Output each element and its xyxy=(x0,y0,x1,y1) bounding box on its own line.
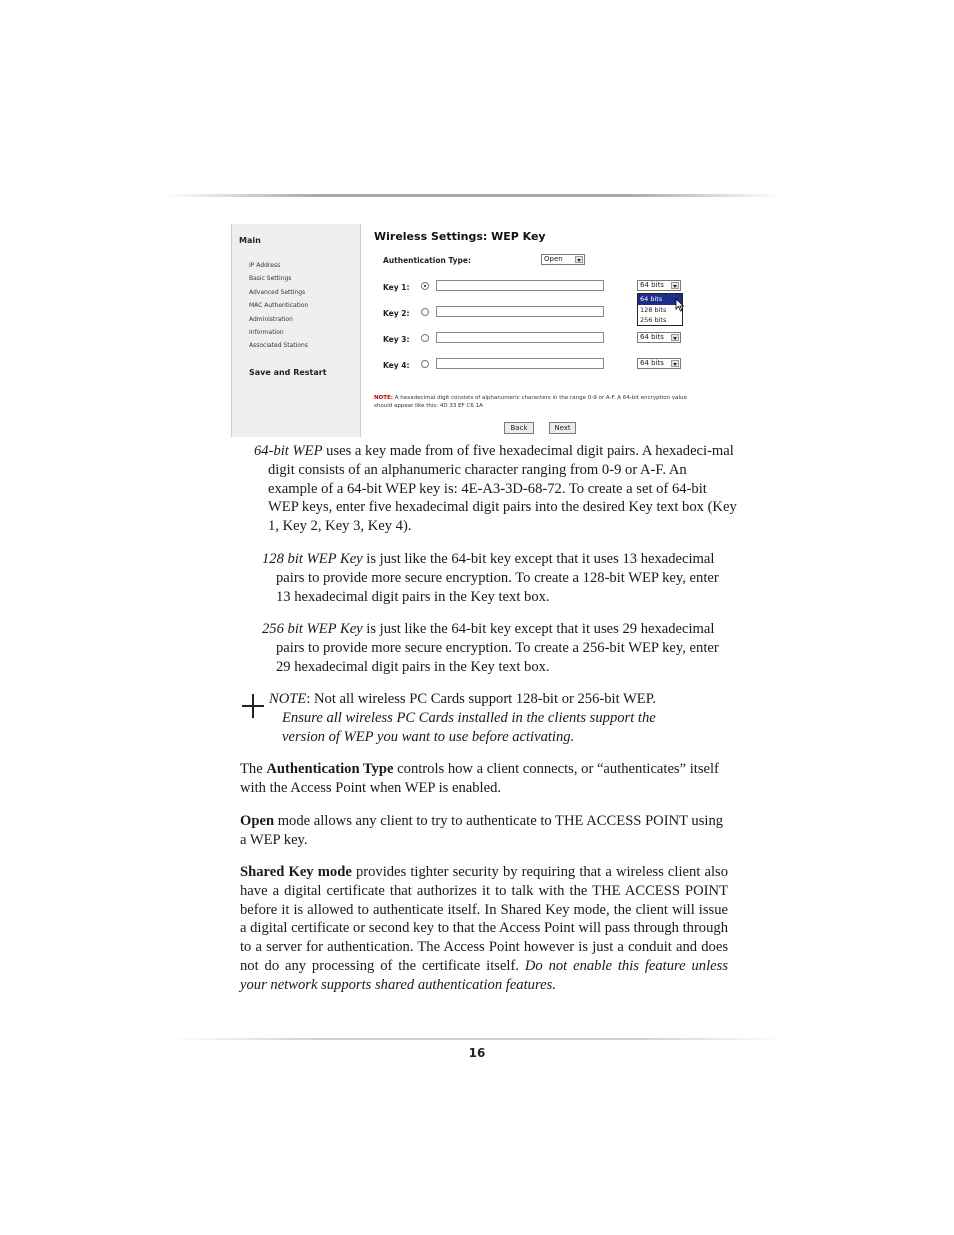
auth-type-select[interactable] xyxy=(541,254,585,265)
auth-body: controls how a client connects, or “authenticates” itself with the Access Point when WEP is enabled. xyxy=(240,761,719,796)
sidebar-links xyxy=(249,259,308,353)
key-1-bits-select[interactable] xyxy=(637,280,681,291)
sidebar-item-save-restart[interactable]: Save and Restart xyxy=(249,368,327,377)
shared-italic: Do not enable this feature unless your network supports shared authentication features. xyxy=(240,957,728,993)
para-256bit xyxy=(262,620,732,676)
sidebar-item-mac-authentication[interactable]: MAC Authentication xyxy=(249,302,309,310)
page-title: Wireless Settings: WEP Key xyxy=(374,230,546,243)
key-3-bits-value: 64 bits xyxy=(640,333,664,341)
shared-body: provides tighter security by requiring that a wireless client also have a digital certificate that authorizes it to talk with the THE ACCESS POINT before it is allowed to authenticate itself. In Shared Key mode, the client will issue a digital certificate or second key to that the Access Point will pass through through to a server for authentication. The Access Point however is just a conduit and does not do any processing of the certificate itself. xyxy=(240,864,729,974)
body-64bit: uses a key made from of five hexadecimal digit pairs. A hexadeci-mal digit consists of an alphanumeric character ranging from 0-9 or A-F. An example of a 64-bit WEP key is: 4E-A3-3D-68-72. To create a set of 64-bit WEP keys, enter five hexadecimal digit pairs into the desired Key text box (Key 1, Key 2, Key 3, Key 4). xyxy=(268,443,737,535)
back-button[interactable]: Back xyxy=(504,422,534,434)
bits-option-128[interactable]: 128 bits xyxy=(640,305,667,314)
shared-term: Shared Key mode xyxy=(240,864,352,880)
wep-settings-screenshot xyxy=(231,224,701,438)
term-64bit: 64-bit WEP xyxy=(254,443,323,459)
note-italic: Ensure all wireless PC Cards installed in the clients support the version of WEP you want to use before activating. xyxy=(282,709,656,745)
key-3-radio[interactable] xyxy=(421,334,429,342)
hex-note xyxy=(374,394,704,410)
chevron-down-icon xyxy=(671,282,679,289)
key-3-bits-select[interactable] xyxy=(637,332,681,343)
page-number: 16 xyxy=(468,1046,486,1060)
key-2-radio[interactable] xyxy=(421,308,429,316)
open-body: mode allows any client to try to authenticate to THE ACCESS POINT using a WEP key. xyxy=(240,813,724,848)
bits-option-256[interactable]: 256 bits xyxy=(640,316,667,324)
auth-term: Authentication Type xyxy=(266,761,394,777)
sidebar-item-basic-settings[interactable]: Basic Settings xyxy=(249,275,292,283)
mouse-pointer-icon xyxy=(675,298,685,312)
body-128bit: is just like the 64-bit key except that it uses 13 hexadecimal pairs to provide more secure encryption. To create a 128-bit WEP key, enter 13 hexadecimal digit pairs in the Key text box. xyxy=(276,551,719,605)
note-term: NOTE xyxy=(269,691,307,707)
top-rule xyxy=(165,194,780,197)
auth-pre: The xyxy=(240,761,267,777)
auth-type-label: Authentication Type: xyxy=(383,256,471,265)
sidebar-item-advanced-settings[interactable]: Advanced Settings xyxy=(249,288,306,296)
wep-form xyxy=(359,224,701,438)
key-4-input[interactable] xyxy=(436,358,604,369)
para-64bit xyxy=(254,442,738,536)
note-text: A hexadecimal digit consists of alphanumeric characters in the range 0-9 or A-F. A 64-bit encryption value should appear like this: 4D 33 EF C6 1A xyxy=(374,395,687,409)
key-4-bits-select[interactable] xyxy=(637,358,681,369)
sidebar-item-administration[interactable]: Administration xyxy=(249,315,293,323)
key-2-label: Key 2: xyxy=(383,309,410,318)
note-body: : Not all wireless PC Cards support 128-bit or 256-bit WEP. xyxy=(306,691,656,707)
key-4-label: Key 4: xyxy=(383,361,410,370)
key-4-bits-value: 64 bits xyxy=(640,359,664,367)
sidebar xyxy=(231,224,361,437)
key-1-label: Key 1: xyxy=(383,283,410,292)
key-3-input[interactable] xyxy=(436,332,604,343)
sidebar-item-information[interactable]: Information xyxy=(249,329,284,337)
para-shared-key xyxy=(240,863,728,995)
para-auth-type xyxy=(240,760,730,798)
sidebar-main-label: Main xyxy=(239,236,261,245)
key-2-input[interactable] xyxy=(436,306,604,317)
key-4-radio[interactable] xyxy=(421,360,429,368)
open-term: Open xyxy=(240,813,275,829)
bottom-rule xyxy=(170,1038,785,1040)
chevron-down-icon xyxy=(575,256,583,263)
note-tag: NOTE: xyxy=(374,395,393,401)
sidebar-item-associated-stations[interactable]: Associated Stations xyxy=(249,342,308,350)
sidebar-item-ip-address[interactable]: IP Address xyxy=(249,262,281,269)
chevron-down-icon xyxy=(671,360,679,367)
next-button[interactable]: Next xyxy=(549,422,576,434)
plus-icon xyxy=(242,694,264,718)
chevron-down-icon xyxy=(671,334,679,341)
key-3-label: Key 3: xyxy=(383,335,410,344)
key-1-bits-value: 64 bits xyxy=(640,281,664,289)
para-open-mode xyxy=(240,812,730,850)
auth-type-value: Open xyxy=(544,255,563,263)
term-256bit: 256 bit WEP Key xyxy=(262,621,363,637)
body-256bit: is just like the 64-bit key except that it uses 29 hexadecimal pairs to provide more secure encryption. To create a 256-bit WEP key, enter 29 hexadecimal digit pairs in the Key text box. xyxy=(276,621,719,675)
para-128bit xyxy=(262,550,732,606)
key-1-radio[interactable] xyxy=(421,282,429,290)
term-128bit: 128 bit WEP Key xyxy=(262,551,363,567)
para-note xyxy=(269,690,689,746)
bits-option-64[interactable]: 64 bits xyxy=(638,294,682,305)
key-1-input[interactable] xyxy=(436,280,604,291)
